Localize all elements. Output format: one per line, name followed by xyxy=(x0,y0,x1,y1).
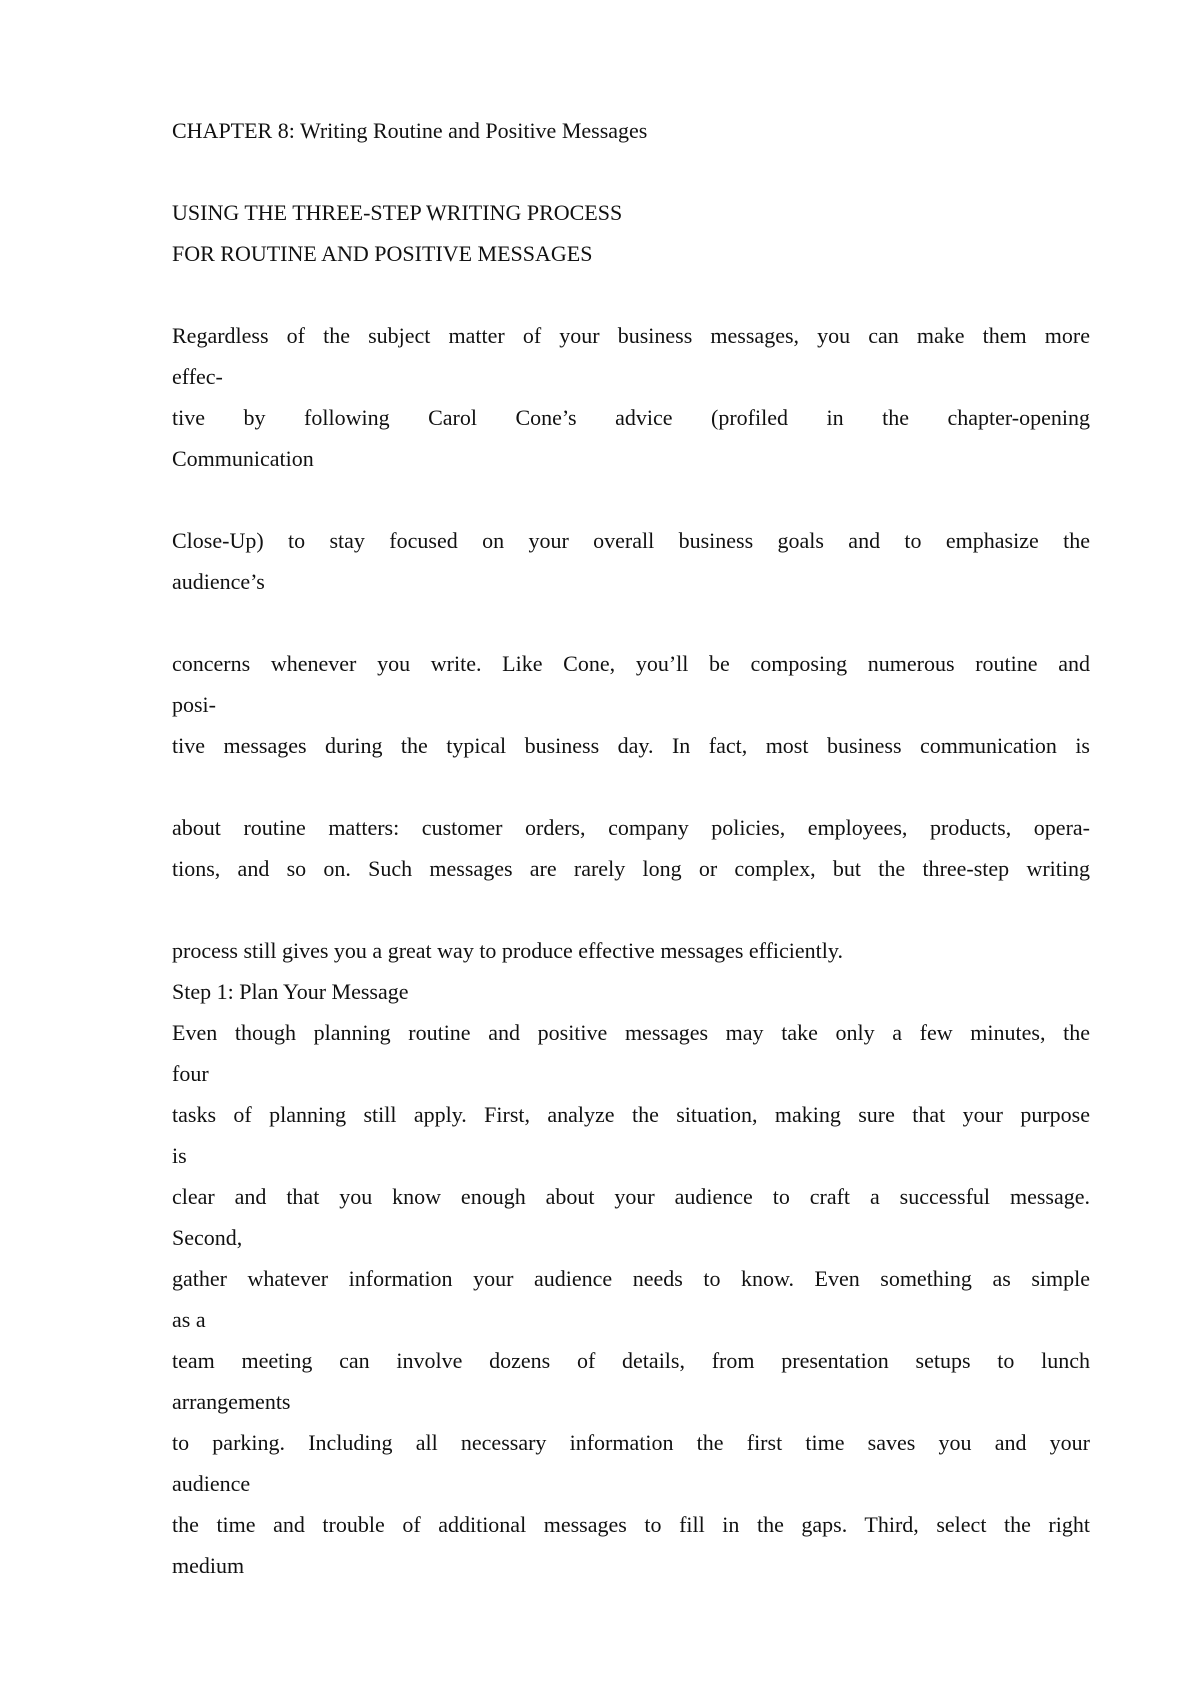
text-line: arrangements xyxy=(172,1389,291,1414)
text-line: gather whatever information your audience needs to know. Even something as simple xyxy=(172,1266,1090,1291)
text-line: Second, xyxy=(172,1225,243,1250)
spacer xyxy=(172,889,1090,930)
chapter-title: CHAPTER 8: Writing Routine and Positive Messages xyxy=(172,118,648,143)
section-heading-line-1: USING THE THREE-STEP WRITING PROCESS xyxy=(172,200,623,225)
text-line: medium xyxy=(172,1553,245,1578)
text-line: Communication xyxy=(172,446,314,471)
spacer xyxy=(172,151,1090,192)
spacer xyxy=(172,479,1090,520)
section-heading-line-2: FOR ROUTINE AND POSITIVE MESSAGES xyxy=(172,241,593,266)
text-line: is xyxy=(172,1143,187,1168)
spacer xyxy=(172,274,1090,315)
document-page xyxy=(172,110,1090,1586)
text-line: posi- xyxy=(172,692,216,717)
text-line: four xyxy=(172,1061,209,1086)
step-heading: Step 1: Plan Your Message xyxy=(172,979,409,1004)
spacer xyxy=(172,766,1090,807)
text-line: Close-Up) to stay focused on your overall business goals and to emphasize the xyxy=(172,528,1090,553)
text-line: team meeting can involve dozens of details, from presentation setups to lunch xyxy=(172,1348,1090,1373)
text-line: Even though planning routine and positive messages may take only a few minutes, the xyxy=(172,1020,1090,1045)
text-line: the time and trouble of additional messages to fill in the gaps. Third, select the right xyxy=(172,1512,1090,1537)
text-line: clear and that you know enough about your audience to craft a successful message. xyxy=(172,1184,1090,1209)
text-line: to parking. Including all necessary information the first time saves you and your xyxy=(172,1430,1090,1455)
text-line: Regardless of the subject matter of your business messages, you can make them more xyxy=(172,323,1090,348)
text-line: effec- xyxy=(172,364,223,389)
text-line: tive by following Carol Cone’s advice (profiled in the chapter-opening xyxy=(172,405,1090,430)
spacer xyxy=(172,602,1090,643)
text-line: tions, and so on. Such messages are rarely long or complex, but the three-step writing xyxy=(172,856,1090,881)
text-line: as a xyxy=(172,1307,206,1332)
text-line: tasks of planning still apply. First, analyze the situation, making sure that your purpose xyxy=(172,1102,1090,1127)
text-line: tive messages during the typical business day. In fact, most business communication is xyxy=(172,733,1090,758)
text-line: audience xyxy=(172,1471,251,1496)
text-line: process still gives you a great way to produce effective messages efficiently. xyxy=(172,938,843,963)
text-line: about routine matters: customer orders, company policies, employees, products, opera- xyxy=(172,815,1090,840)
text-line: concerns whenever you write. Like Cone, you’ll be composing numerous routine and xyxy=(172,651,1090,676)
text-line: audience’s xyxy=(172,569,265,594)
